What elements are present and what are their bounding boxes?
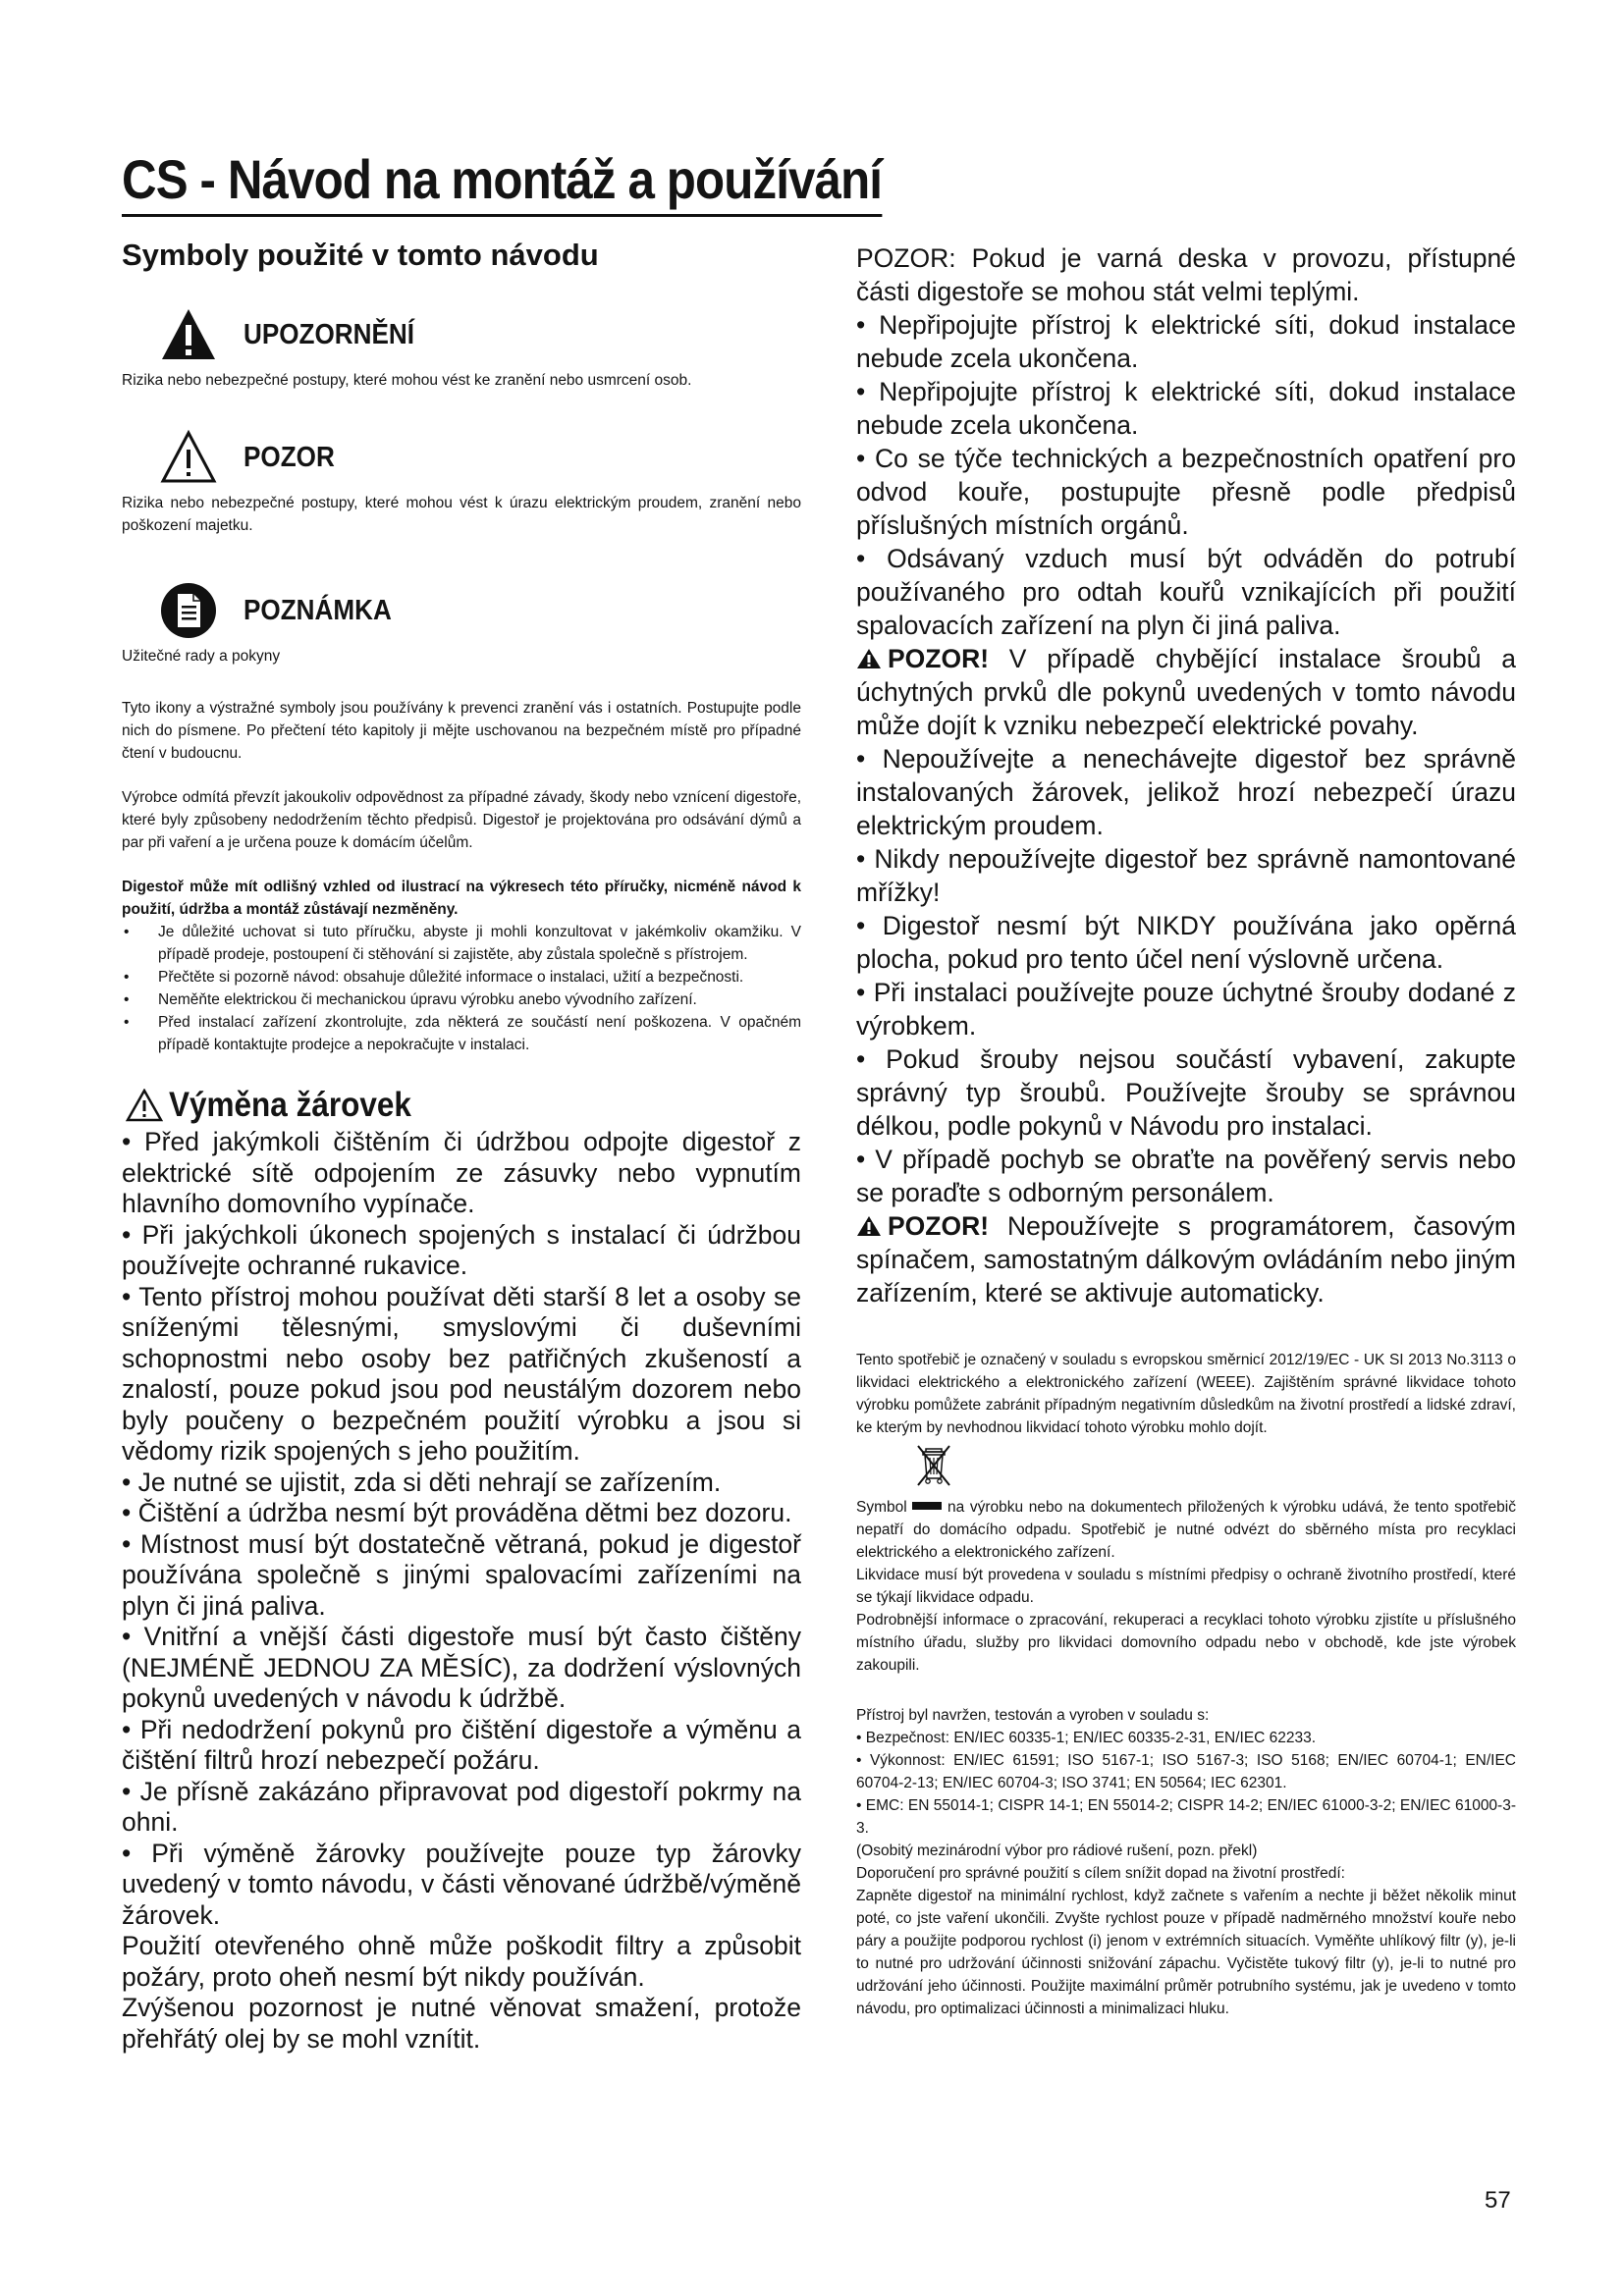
warning-filled-icon [856, 648, 882, 669]
warning-filled-icon [159, 305, 218, 364]
warning-text: V případě chybějící instalace šroubů a úchytných prvků dle pokynů uvedených v tomto návodu může dojít k vzniku nebezpečí elektrické povahy. [856, 644, 1516, 740]
paragraph: (Osobitý mezinárodní výbor pro rádiové rušení, pozn. překl) [856, 1842, 1258, 1859]
symbol-description: Užitečné rady a pokyny [122, 648, 281, 665]
paragraph: • Při jakýchkoli úkonech spojených s instalací či údržbou používejte ochranné rukavice. [122, 1219, 801, 1280]
left-column [122, 238, 801, 2055]
paragraph [856, 1496, 1516, 1564]
paragraph: • Je nutné se ujistit, zda si děti nehrají se zařízením. [122, 1467, 722, 1497]
note-icon [159, 581, 218, 640]
warning-label: POZOR! [888, 1211, 990, 1241]
paragraph: • Při nedodržení pokynů pro čištění digestoře a výměnu a čištění filtrů hrozí nebezpečí požáru. [122, 1714, 801, 1775]
paragraph: • Před jakýmkoli čištěním či údržbou odpojte digestoř z elektrické sítě odpojením ze zásuvky nebo vypnutím hlavního domovního vypínače. [122, 1127, 801, 1218]
warning-outline-icon [126, 1089, 163, 1122]
paragraph: • Tento přístroj mohou používat děti starší 8 let a osoby se sníženými tělesnými, smyslovými či duševními schopnostmi nebo osoby bez patřičných zkušeností a znalostí, pouze pokud jsou pod neustálým dozorem nebo byly poučeny o bezpečném použití výrobku a jsou si vědomy rizik spojených s jeho použitím. [122, 1281, 801, 1466]
symbol-label: UPOZORNĚNÍ [244, 318, 415, 350]
section-title: Výměna žárovek [169, 1086, 411, 1124]
page-title: CS - Návod na montáž a používání [122, 147, 882, 217]
weee-section [856, 1349, 1516, 2020]
black-bar-icon [912, 1502, 942, 1510]
paragraph: • Čištění a údržba nesmí být prováděna dětmi bez dozoru. [122, 1498, 792, 1527]
warning-paragraph [856, 1209, 1516, 1309]
paragraph: • V případě pochyb se obraťte na pověřený servis nebo se poraďte s odborným personálem. [856, 1145, 1516, 1207]
list-item: • Před instalací zařízení zkontrolujte, zda některá ze součástí není poškozena. V opačném případě kontaktujte prodejce a nepokračujte v instalaci. [122, 1011, 801, 1056]
list-item: • Přečtěte si pozorně návod: obsahuje důležité informace o instalaci, užití a bezpečnosti. [122, 966, 801, 988]
right-column [856, 241, 1516, 2020]
list-item: • Neměňte elektrickou či mechanickou úpravu výrobku anebo vývodního zařízení. [122, 988, 801, 1011]
paragraph: • Nepoužívejte a nenechávejte digestoř bez správně instalovaných žárovek, jelikož hrozí nebezpečí úrazu elektrickým proudem. [856, 744, 1516, 840]
paragraph: • Digestoř nesmí být NIKDY používána jako opěrná plocha, pokud pro tento účel není výslovně určena. [856, 911, 1516, 974]
paragraph: • Při instalaci používejte pouze úchytné šrouby dodané z výrobkem. [856, 978, 1516, 1041]
intro-text [122, 697, 801, 921]
paragraph: Zapněte digestoř na minimální rychlost, když začnete s vařením a nechte ji běžet několik minut poté, co jste vaření ukončili. Zvyšte rychlost pouze v případě nadměrného množství kouře nebo páry a použijte podporou rychlost (i) jenom v extrémních situacích. Vyměňte uhlíkový filtr (y), je-li to nutné pro udržování účinnosti snižování zápachu. Vyčistěte tukový filtr (y), je-li to nutné pro udržování jeho účinnosti. Použijte maximální průměr potrubního systému, jak je uvedeno v tomto návodu, pro optimalizaci účinnosti a minimalizaci hluku. [856, 1888, 1516, 2017]
warning-paragraph [856, 642, 1516, 742]
paragraph: Likvidace musí být provedena v souladu s místními předpisy o ochraně životního prostředí, které se týkají likvidace odpadu. [856, 1567, 1516, 1606]
symbol-word: Symbol [856, 1499, 907, 1516]
symbols-heading: Symboly použité v tomto návodu [122, 238, 599, 272]
paragraph: • Bezpečnost: EN/IEC 60335-1; EN/IEC 60335-2-31, EN/IEC 62233. [856, 1730, 1317, 1746]
symbol-pozor [122, 425, 801, 537]
paragraph: POZOR: Pokud je varná deska v provozu, přístupné části digestoře se mohou stát velmi teplými. [856, 243, 1516, 306]
paragraph: • Nikdy nepoužívejte digestoř bez správně namontované mřížky! [856, 844, 1516, 907]
page-number: 57 [1485, 2187, 1511, 2214]
paragraph: • Vnitřní a vnější části digestoře musí být často čištěny (NEJMÉNĚ JEDNOU ZA MĚSÍC), za dodržení výslovných pokynů uvedených v návodu k údržbě. [122, 1622, 801, 1713]
warning-filled-icon [856, 1215, 882, 1237]
paragraph: Podrobnější informace o zpracování, rekuperaci a recyklaci tohoto výrobku zjistíte u příslušného místního úřadu, služby pro likvidaci domovního odpadu nebo v obchodě, kde jste výrobek zakoupili. [856, 1612, 1516, 1674]
compliance-block [856, 1704, 1516, 2020]
section-heading [122, 1084, 801, 1127]
paragraph: • Je přísně zakázáno připravovat pod digestoří pokrmy na ohni. [122, 1776, 801, 1837]
paragraph: • Při výměně žárovky používejte pouze typ žárovky uvedený v tomto návodu, v části věnované údržbě/výměně žárovek. [122, 1838, 801, 1930]
paragraph: Doporučení pro správné použití s cílem snížit dopad na životní prostředí: [856, 1865, 1345, 1882]
warning-outline-icon [159, 428, 218, 487]
symbol-description: Rizika nebo nebezpečné postupy, které mohou vést k úrazu elektrickým proudem, zranění nebo poškození majetku. [122, 495, 801, 534]
paragraph: Výrobce odmítá převzít jakoukoliv odpovědnost za případné závady, škody nebo vznícení digestoře, které byly způsobeny nedodržením těchto předpisů. Digestoř je projektována pro odsávání dýmů a par při vaření a je určena pouze k domácím účelům. [122, 789, 801, 851]
warning-text: Nepoužívejte s programátorem, časovým spínačem, samostatným dálkovým ovládáním nebo jiným zařízením, které se aktivuje automaticky. [856, 1211, 1516, 1308]
paragraph: Přístroj byl navržen, testován a vyroben v souladu s: [856, 1707, 1210, 1724]
paragraph: Tyto ikony a výstražné symboly jsou používány k prevenci zranění vás i ostatních. Postupujte podle nich do písmene. Po přečtení této kapitoly ji mějte uschovanou na bezpečném místě pro případné čtení v budoucnu. [122, 700, 801, 762]
crossed-bin-icon [915, 1443, 952, 1488]
symbol-label: POZNÁMKA [244, 594, 392, 626]
paragraph: • Místnost musí být dostatečně větraná, pokud je digestoř používána společně s jinými spalovacími zařízeními na plyn či jiná paliva. [122, 1528, 801, 1621]
symbol-upozorneni [122, 302, 801, 392]
paragraph: • Výkonnost: EN/IEC 61591; ISO 5167-1; ISO 5167-3; ISO 5168; EN/IEC 60704-1; EN/IEC 60704-2-13; EN/IEC 60704-3; ISO 3741; EN 50564; IEC 62301. [856, 1752, 1516, 1791]
bold-notice: Digestoř může mít odlišný vzhled od ilustrací na výkresech této příručky, nicméně návod k použití, údržba a montáž zůstávají nezměněny. [122, 879, 801, 918]
paragraph: Použití otevřeného ohně může poškodit filtry a způsobit požáry, proto oheň nesmí být nikdy používán. [122, 1931, 801, 1992]
paragraph: • EMC: EN 55014-1; CISPR 14-1; EN 55014-2; CISPR 14-2; EN/IEC 61000-3-2; EN/IEC 61000-3-3. [856, 1797, 1516, 1837]
paragraph: • Co se týče technických a bezpečnostních opatření pro odvod kouře, postupujte přesně podle předpisů příslušných místních orgánů. [856, 444, 1516, 540]
paragraph: Tento spotřebič je označený v souladu s evropskou směrnicí 2012/19/EC - UK SI 2013 No.3113 o likvidaci elektrického a elektronického zařízení (WEEE). Zajištěním správné likvidace tohoto výrobku pomůžete zabránit případným negativním důsledkům na životní prostředí a lidské zdraví, ke kterým by nevhodnou likvidací tohoto výrobku mohlo dojít. [856, 1352, 1516, 1436]
symbol-poznamka [122, 578, 801, 667]
warning-label: POZOR! [888, 644, 990, 673]
bullet-list [122, 921, 801, 1056]
paragraph: • Pokud šrouby nejsou součástí vybavení, zakupte správný typ šroubů. Používejte šrouby se správnou délkou, podle pokynů v Návodu pro instalaci. [856, 1044, 1516, 1141]
symbol-text: na výrobku nebo na dokumentech přiložených k výrobku udává, že tento spotřebič nepatří do domácího odpadu. Spotřebič je nutné odvézt do sběrného místa pro recyklaci elektrického a elektronického zařízení. [856, 1499, 1516, 1561]
safety-instructions-right [856, 241, 1516, 1309]
paragraph: Zvýšenou pozornost je nutné věnovat smažení, protože přehřátý olej by se mohl vznítit. [122, 1993, 801, 2054]
symbol-description: Rizika nebo nebezpečné postupy, které mohou vést ke zranění nebo usmrcení osob. [122, 372, 692, 389]
paragraph: • Odsávaný vzduch musí být odváděn do potrubí používaného pro odtah kouřů vznikajících při použití spalovacích zařízení na plyn či jiná paliva. [856, 544, 1516, 640]
paragraph: • Nepřipojujte přístroj k elektrické síti, dokud instalace nebude zcela ukončena. [856, 377, 1516, 440]
safety-instructions [122, 1127, 801, 2055]
symbol-label: POZOR [244, 441, 335, 473]
paragraph: • Nepřipojujte přístroj k elektrické síti, dokud instalace nebude zcela ukončena. [856, 310, 1516, 373]
list-item: • Je důležité uchovat si tuto příručku, abyste ji mohli konzultovat v jakémkoliv okamžiku. V případě prodeje, postoupení či stěhování si zajistěte, aby zůstala společně s přístrojem. [122, 921, 801, 966]
